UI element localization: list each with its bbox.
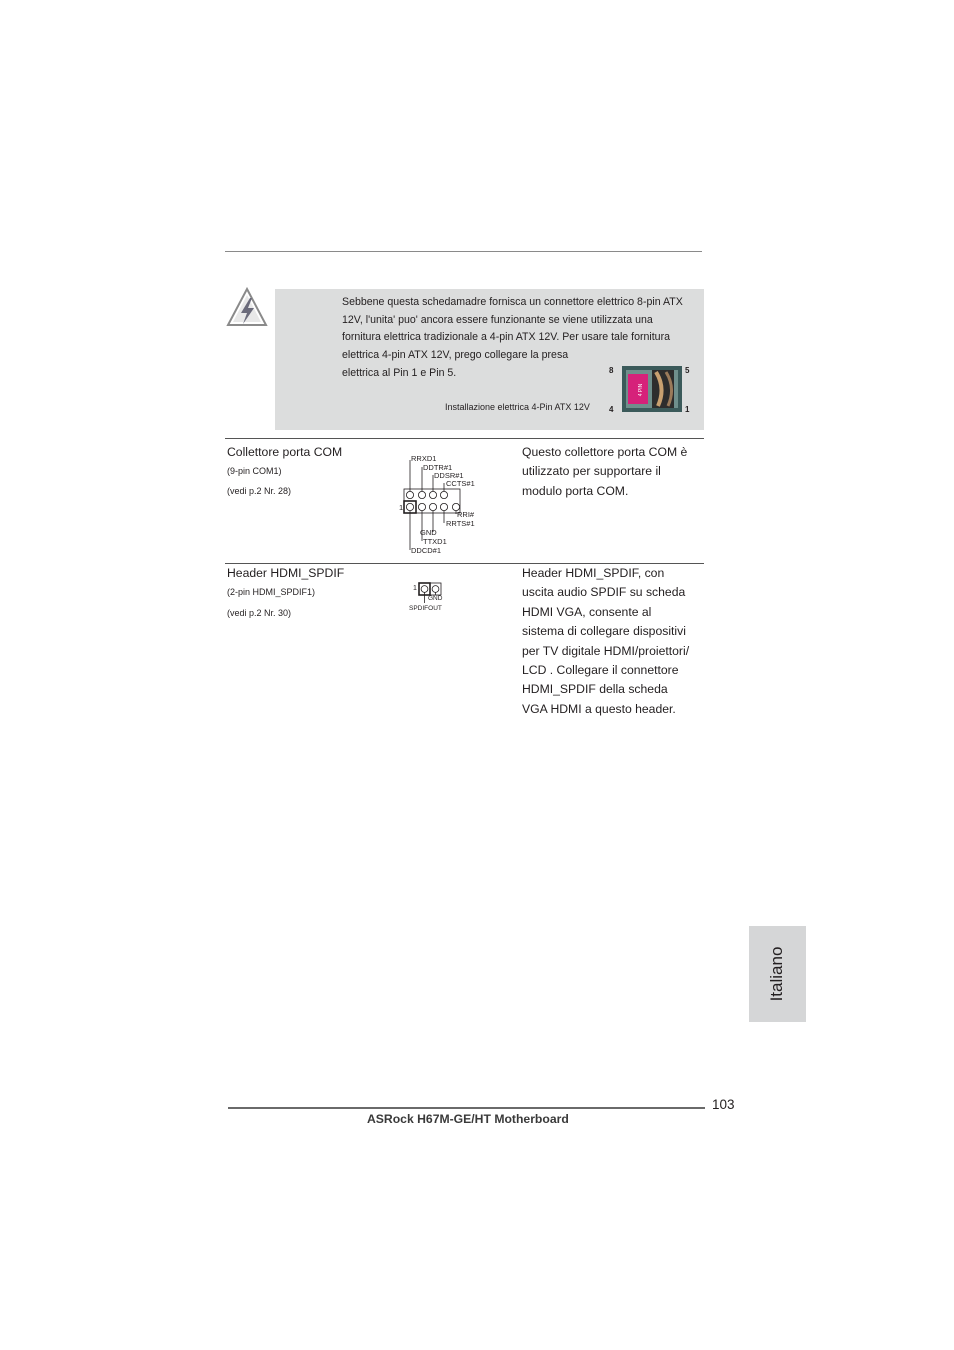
pin-label-5: 5: [685, 366, 690, 375]
hdmi-description: [522, 564, 689, 719]
pin-label-1: 1: [685, 405, 690, 414]
desc-line: HDMI_SPDIF della scheda: [522, 682, 668, 697]
page-number: 103: [712, 1097, 735, 1112]
pin-name: DDSR#1: [434, 471, 464, 480]
footer-rule: [228, 1107, 705, 1109]
pin-one-label: 1: [413, 585, 417, 592]
spdifout-label: SPDIFOUT: [409, 605, 442, 612]
pin-name: TTXD1: [423, 537, 447, 546]
pin-name: DDCD#1: [411, 546, 442, 555]
desc-line: Questo collettore porta COM è: [522, 445, 688, 459]
connector-label: 4 PIN: [638, 383, 644, 397]
footer-title: ASRock H67M-GE/HT Motherboard: [367, 1112, 569, 1126]
pin-name: CCTS#1: [446, 479, 475, 488]
com-page-ref: (vedi p.2 Nr. 28): [227, 486, 292, 496]
com-header-diagram: [396, 452, 486, 556]
desc-line: per TV digitale HDMI/proiettori/: [522, 643, 690, 658]
desc-line: sistema di collegare dispositivi: [522, 624, 686, 639]
atx-connector-figure: [604, 364, 694, 414]
pin-name: RRI#: [457, 510, 475, 519]
note-line: elettrica 4-pin ATX 12V, prego collegare la presa: [342, 348, 569, 361]
pin-name: RRXD1: [411, 454, 437, 463]
note-line: fornitura elettrica tradizionale a 4-pin ATX 12V. Per usare tale fornitura: [342, 331, 670, 343]
pin-name: GND: [420, 528, 437, 537]
note-line: Sebbene questa schedamadre fornisca un connettore elettrico 8-pin ATX: [342, 296, 683, 308]
pin-one-label: 1: [399, 503, 404, 512]
desc-line: LCD . Collegare il connettore: [522, 663, 679, 678]
section-rule: [225, 438, 704, 439]
language-tab: [749, 926, 806, 1022]
hdmi-title: Header HDMI_SPDIF: [227, 566, 345, 580]
desc-line: VGA HDMI a questo header.: [522, 701, 676, 716]
pin-name: DDTR#1: [423, 463, 453, 472]
desc-line: HDMI VGA, consente al: [522, 604, 652, 619]
pin-name: RRTS#1: [446, 519, 475, 528]
warning-icon: [226, 286, 268, 328]
com-description: [522, 443, 687, 501]
gnd-label: GND: [428, 595, 443, 602]
pin-label-8: 8: [609, 366, 614, 375]
top-rule: [225, 251, 702, 252]
pin-label-4: 4: [609, 405, 614, 414]
connector-image: [622, 366, 682, 412]
desc-line: utilizzato per supportare il: [522, 464, 661, 479]
hdmi-spdif-header-diagram: [406, 580, 452, 612]
desc-line: Header HDMI_SPDIF, con: [522, 566, 665, 580]
note-line: elettrica al Pin 1 e Pin 5.: [342, 367, 457, 379]
hdmi-pin-count: (2-pin HDMI_SPDIF1): [227, 587, 316, 597]
com-title: Collettore porta COM: [227, 445, 343, 459]
hdmi-page-ref: (vedi p.2 Nr. 30): [227, 608, 292, 618]
note-line: 12V, l'unita' puo' ancora essere funzionante se viene utilizzata una: [342, 313, 653, 326]
desc-line: modulo porta COM.: [522, 483, 629, 498]
desc-line: uscita audio SPDIF su scheda: [522, 585, 686, 600]
language-tab-label: Italiano: [767, 946, 786, 1002]
com-pin-count: (9-pin COM1): [227, 466, 282, 476]
connector-caption: Installazione elettrica 4-Pin ATX 12V: [445, 402, 590, 412]
